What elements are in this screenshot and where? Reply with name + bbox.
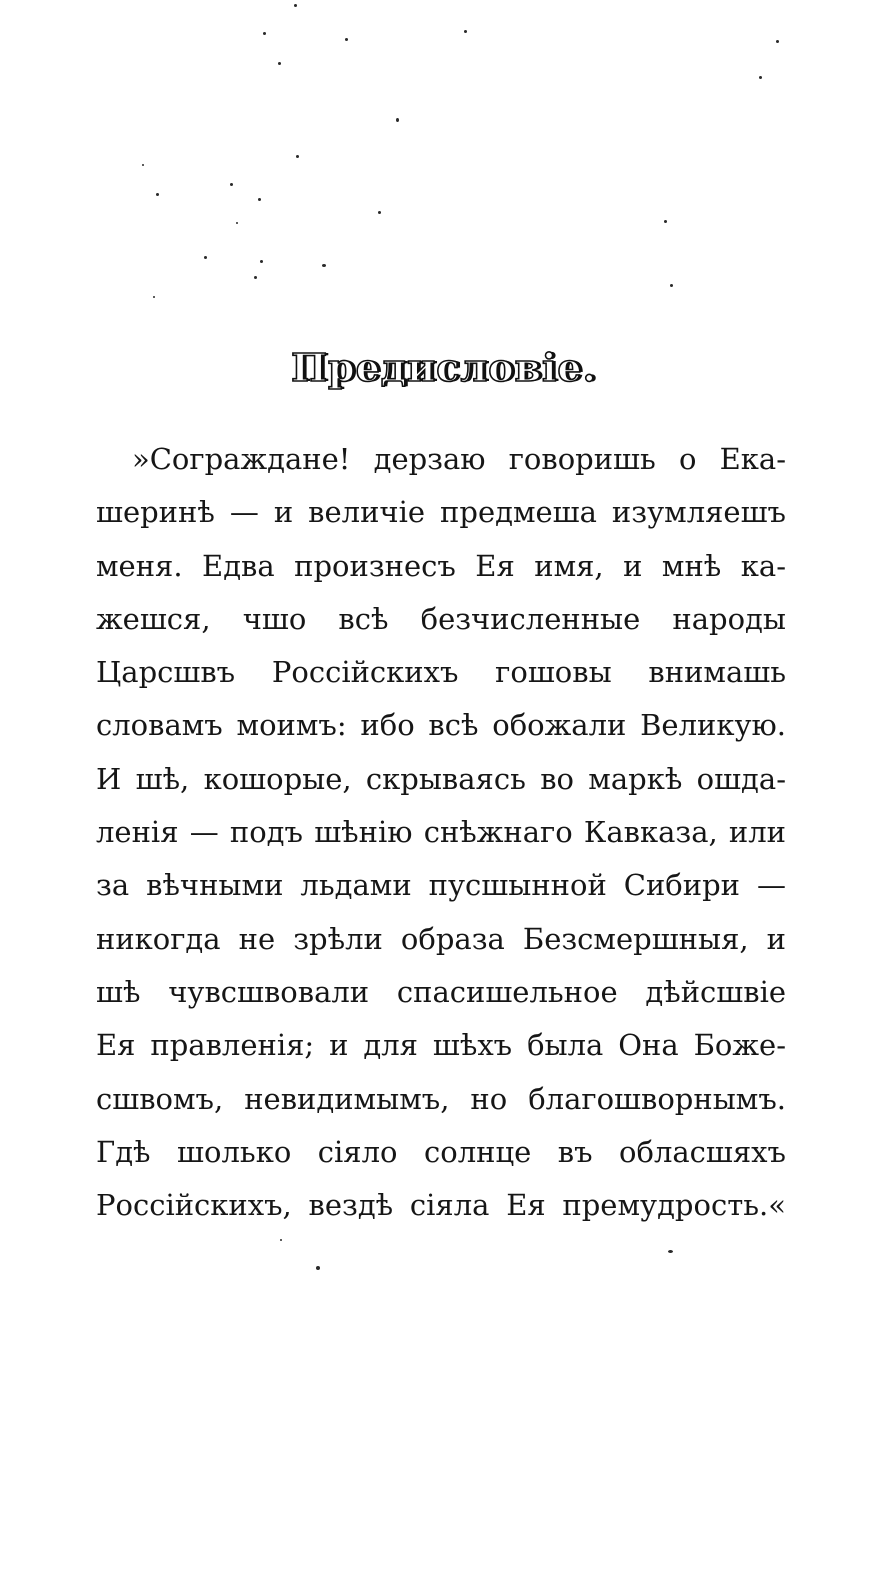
text-line: »Сограждане! дерзаю говоришь о Ека-	[132, 442, 786, 476]
preface-paragraph	[96, 433, 786, 1232]
text-line: за вѣчными льдами пусшынной Сибири —	[96, 868, 786, 903]
text-line: жешся, чшо всѣ безчисленные народы	[96, 601, 786, 636]
text-line: ленія — подъ шѣнію снѣжнаго Кавказа, или	[96, 815, 786, 850]
text-line: шѣ чувсшвовали спасишельное дѣйсшвіе	[96, 974, 786, 1009]
page-heading: Предисловіе.	[291, 345, 597, 390]
text-line: Гдѣ шолько сіяло солнце въ обласшяхъ	[96, 1134, 786, 1169]
text-line: И шѣ, кошорые, скрываясь во маркѣ ошда-	[96, 761, 786, 796]
text-line: Ея правленія; и для шѣхъ была Она Боже-	[96, 1028, 786, 1063]
text-line: словамъ моимъ: ибо всѣ обожали Великую.	[96, 708, 786, 743]
text-line: Россійскихъ, вездѣ сіяла Ея премудрость.«	[96, 1188, 786, 1223]
text-line: меня. Едва произнесъ Ея имя, и мнѣ ка-	[96, 548, 786, 583]
text-line: шеринѣ — и величіе предмеша изумляешъ	[96, 495, 786, 530]
text-line: сшвомъ, невидимымъ, но благошворнымъ.	[96, 1081, 786, 1116]
text-line: никогда не зрѣли образа Безсмершныя, и	[96, 921, 786, 956]
text-line: Царсшвъ Россійскихъ гошовы внимашь	[96, 655, 786, 690]
